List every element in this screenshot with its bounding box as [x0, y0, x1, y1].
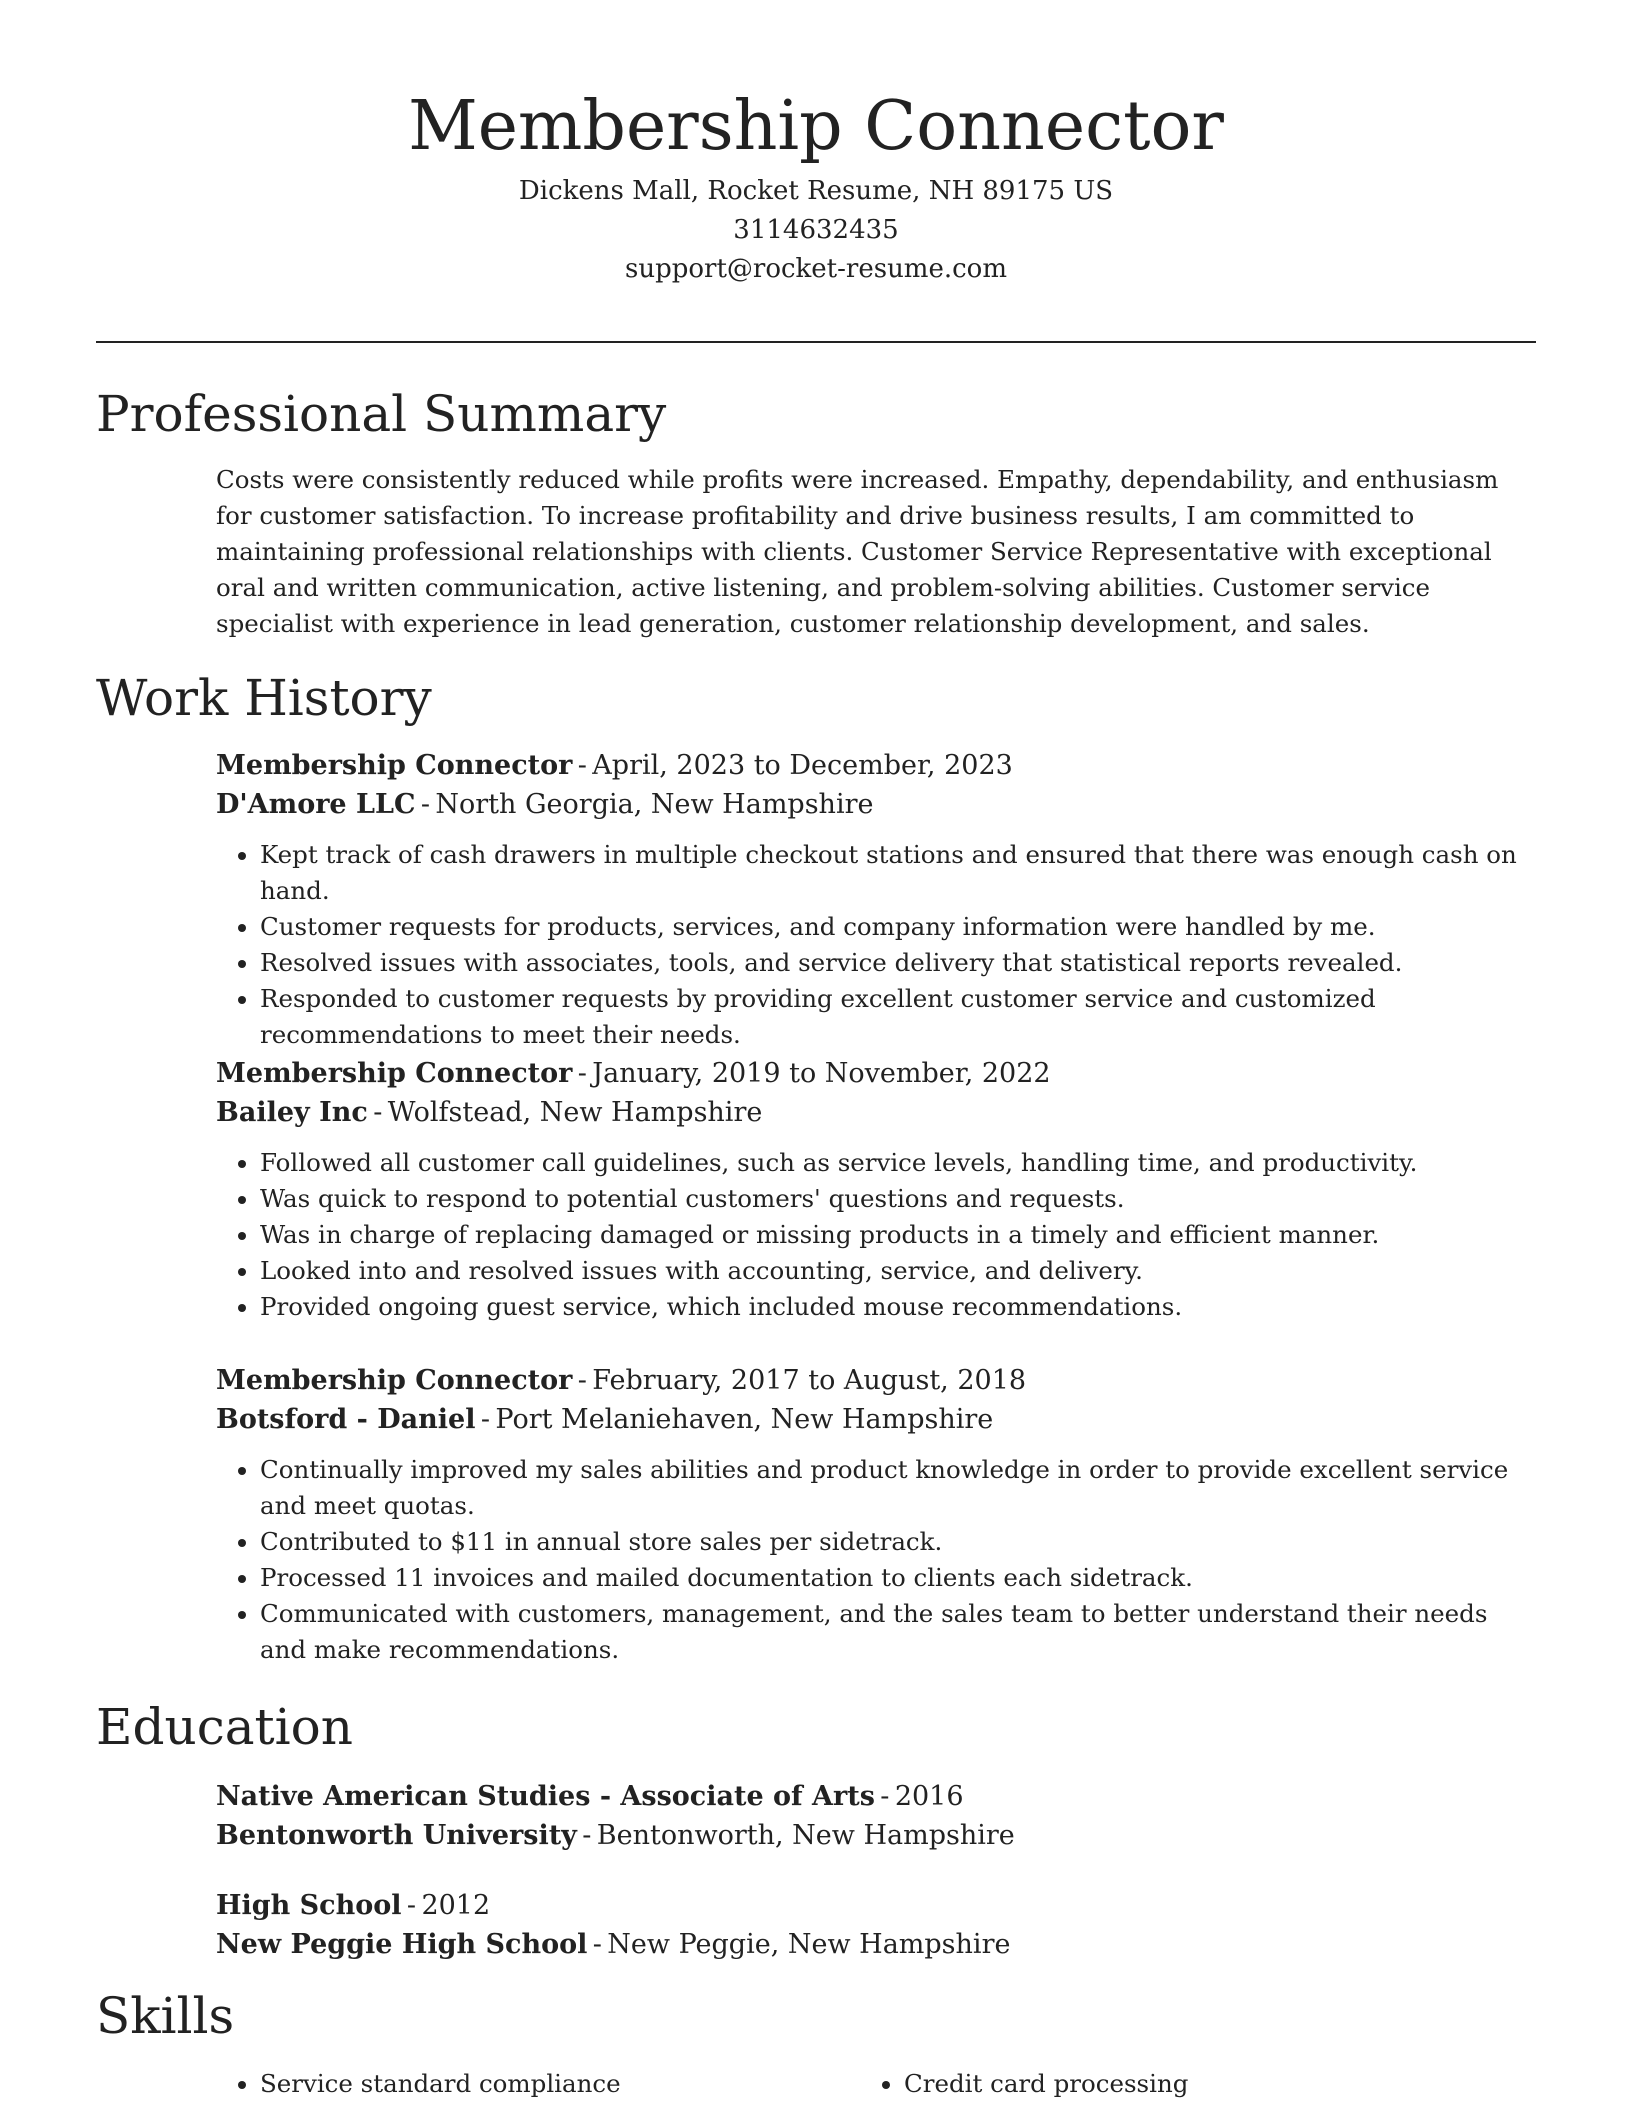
school-location: Bentonworth, New Hampshire [596, 1820, 1015, 1851]
email: support@rocket-resume.com [624, 254, 1007, 284]
header-divider [96, 341, 1536, 343]
school-name: Bentonworth University [216, 1820, 577, 1851]
list-item: • Kept track of cash drawers in multiple checkout stations and ensured that there was enough cash on hand. [260, 837, 1536, 909]
job-role: Membership Connector [216, 1058, 573, 1089]
school-location: New Peggie, New Hampshire [607, 1929, 1011, 1960]
job-entry [216, 746, 1536, 1053]
graduation-year: 2016 [894, 1781, 964, 1812]
list-item: • Continually improved my sales abilities and product knowledge in order to provide excellent service and meet quotas. [260, 1452, 1536, 1524]
skills-column-right [860, 2066, 1504, 2102]
work-history-heading: Work History [96, 669, 432, 727]
job-bullets [216, 1452, 1536, 1668]
summary-heading: Professional Summary [96, 385, 667, 443]
list-item: • Customer requests for products, services, and company information were handled by me. [260, 909, 1536, 945]
skills-column-left [216, 2066, 860, 2102]
job-title-line: Membership Connector - February, 2017 to August, 2018 [216, 1365, 1027, 1396]
list-item: • Was in charge of replacing damaged or missing products in a timely and efficient manner. [260, 1217, 1536, 1253]
skills-heading: Skills [96, 1987, 235, 2045]
skill-item: • Credit card processing [904, 2066, 1504, 2102]
summary-section [216, 462, 1536, 642]
job-entry [216, 1361, 1536, 1668]
skill-item: • Service standard compliance [260, 2066, 860, 2102]
summary-text: Costs were consistently reduced while profits were increased. Empathy, dependability, and enthusiasm for customer satisfaction. To increase profitability and drive business results, I am committed to maintaining professional relationships with clients. Customer Service Representative with exceptional oral and written communication, active listening, and problem-solving abilities. Customer service specialist with experience in lead generation, customer relationship development, and sales. [216, 465, 1499, 638]
job-company: Bailey Inc [216, 1097, 368, 1128]
list-item: • Followed all customer call guidelines, such as service levels, handling time, and productivity. [260, 1145, 1536, 1181]
job-location: Wolfstead, New Hampshire [387, 1097, 763, 1128]
degree: High School [216, 1890, 402, 1921]
list-item: • Contributed to $11 in annual store sales per sidetrack. [260, 1524, 1536, 1560]
job-company-line: Botsford - Daniel - Port Melaniehaven, New Hampshire [216, 1404, 994, 1435]
list-item: • Resolved issues with associates, tools, and service delivery that statistical reports revealed. [260, 945, 1536, 981]
list-item: • Looked into and resolved issues with accounting, service, and delivery. [260, 1253, 1536, 1289]
resume-header [0, 82, 1632, 289]
list-item: • Processed 11 invoices and mailed documentation to clients each sidetrack. [260, 1560, 1536, 1596]
school-name: New Peggie High School [216, 1929, 588, 1960]
candidate-name: Membership Connector [408, 87, 1224, 166]
list-item: • Responded to customer requests by providing excellent customer service and customized recommendations to meet their needs. [260, 981, 1536, 1053]
school-line: New Peggie High School - New Peggie, New Hampshire [216, 1929, 1011, 1960]
job-bullets [216, 1145, 1536, 1325]
job-dates: February, 2017 to August, 2018 [592, 1365, 1027, 1396]
job-company-line: D'Amore LLC - North Georgia, New Hampshire [216, 789, 874, 820]
education-entry [216, 1777, 1536, 1855]
contact-info [0, 172, 1632, 289]
job-company-line: Bailey Inc - Wolfstead, New Hampshire [216, 1097, 763, 1128]
skills-list [216, 2066, 1536, 2102]
job-dates: January, 2019 to November, 2022 [592, 1058, 1051, 1089]
degree: Native American Studies - Associate of Arts [216, 1781, 875, 1812]
education-entry [216, 1886, 1536, 1964]
job-title-line: Membership Connector - January, 2019 to November, 2022 [216, 1058, 1051, 1089]
school-line: Bentonworth University - Bentonworth, New Hampshire [216, 1820, 1015, 1851]
job-location: North Georgia, New Hampshire [435, 789, 874, 820]
job-title-line: Membership Connector - April, 2023 to December, 2023 [216, 750, 1013, 781]
degree-line: Native American Studies - Associate of Arts - 2016 [216, 1781, 964, 1812]
job-role: Membership Connector [216, 750, 573, 781]
list-item: • Provided ongoing guest service, which included mouse recommendations. [260, 1289, 1536, 1325]
degree-line: High School - 2012 [216, 1890, 491, 1921]
job-company: Botsford - Daniel [216, 1404, 476, 1435]
job-role: Membership Connector [216, 1365, 573, 1396]
job-entry [216, 1054, 1536, 1325]
job-dates: April, 2023 to December, 2023 [592, 750, 1013, 781]
list-item: • Was quick to respond to potential customers' questions and requests. [260, 1181, 1536, 1217]
job-company: D'Amore LLC [216, 789, 416, 820]
phone: 3114632435 [733, 215, 899, 245]
job-bullets [216, 837, 1536, 1053]
address: Dickens Mall, Rocket Resume, NH 89175 US [518, 176, 1114, 206]
education-heading: Education [96, 1698, 353, 1756]
graduation-year: 2012 [421, 1890, 491, 1921]
job-location: Port Melaniehaven, New Hampshire [495, 1404, 994, 1435]
list-item: • Communicated with customers, management, and the sales team to better understand their needs and make recommendations. [260, 1596, 1536, 1668]
